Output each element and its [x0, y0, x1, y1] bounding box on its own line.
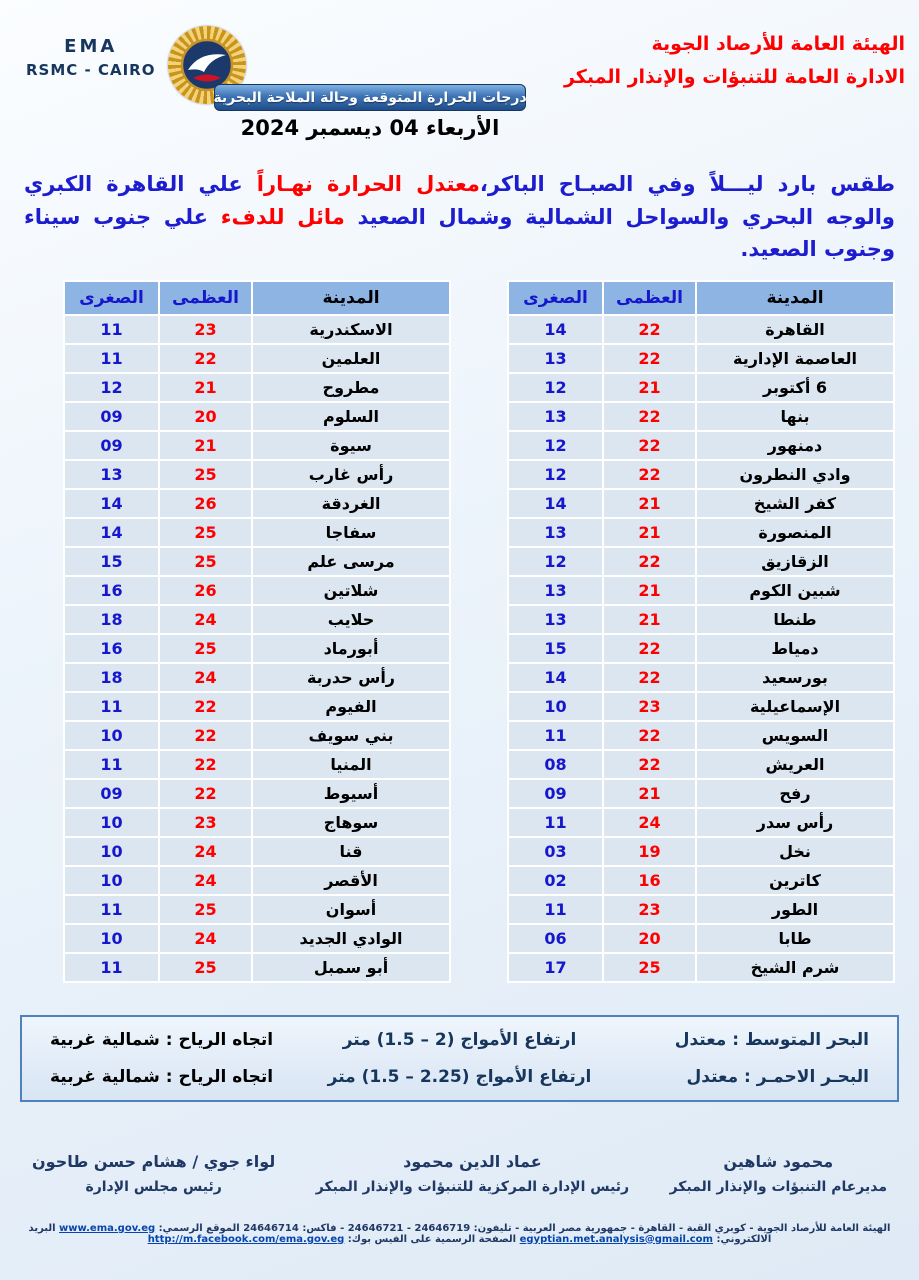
- table-row: [64, 605, 450, 634]
- table-row: [508, 721, 894, 750]
- table-row: [64, 808, 450, 837]
- city-cell: المنصورة: [696, 518, 894, 547]
- max-temp-cell: 21: [159, 431, 252, 460]
- table-header-row: [64, 281, 450, 315]
- table-row: [64, 518, 450, 547]
- max-temp-cell: 22: [603, 547, 696, 576]
- max-temp-cell: 25: [159, 895, 252, 924]
- min-temp-cell: 11: [64, 750, 159, 779]
- city-cell: حلايب: [252, 605, 450, 634]
- city-cell: رأس حدربة: [252, 663, 450, 692]
- min-temp-cell: 06: [508, 924, 603, 953]
- city-column-header: المدينة: [696, 281, 894, 315]
- min-temp-cell: 08: [508, 750, 603, 779]
- table-row: [508, 808, 894, 837]
- city-cell: بورسعيد: [696, 663, 894, 692]
- min-temp-cell: 10: [64, 866, 159, 895]
- table-row: [64, 460, 450, 489]
- marine-conditions-row: [50, 1067, 869, 1087]
- max-temp-cell: 23: [159, 315, 252, 344]
- min-temp-cell: 10: [64, 808, 159, 837]
- max-temp-cell: 25: [159, 518, 252, 547]
- footer-link[interactable]: http://m.facebook.com/ema.gov.eg: [147, 1233, 345, 1245]
- table-header-row: [508, 281, 894, 315]
- table-row: [64, 489, 450, 518]
- city-cell: كفر الشيخ: [696, 489, 894, 518]
- max-temp-cell: 21: [603, 779, 696, 808]
- min-temp-cell: 10: [64, 837, 159, 866]
- city-cell: العاصمة الإدارية: [696, 344, 894, 373]
- wave-height-unit: متر: [342, 1029, 377, 1050]
- min-temp-cell: 12: [508, 460, 603, 489]
- max-temp-cell: 22: [603, 750, 696, 779]
- signature-name: عماد الدين محمود: [403, 1151, 542, 1171]
- temperature-table-right: [507, 280, 895, 983]
- signature-block: [670, 1152, 887, 1195]
- min-temp-cell: 09: [64, 402, 159, 431]
- wave-height-text: ارتفاع الأمواج: [469, 1066, 592, 1087]
- table-row: [64, 663, 450, 692]
- city-cell: أبورماد: [252, 634, 450, 663]
- city-cell: رأس سدر: [696, 808, 894, 837]
- org-name-arabic: [564, 28, 905, 95]
- signature-title: رئيس مجلس الإدارة: [85, 1178, 222, 1195]
- max-temp-cell: 21: [603, 489, 696, 518]
- min-temp-cell: 10: [64, 721, 159, 750]
- signature-name: محمود شاهين: [723, 1151, 834, 1171]
- max-temp-cell: 22: [159, 721, 252, 750]
- signature-block: [316, 1152, 629, 1195]
- footer-text: الصفحة الرسمية على الفيس بوك:: [344, 1233, 520, 1245]
- max-temp-cell: 19: [603, 837, 696, 866]
- min-temp-cell: 03: [508, 837, 603, 866]
- city-cell: الزقازيق: [696, 547, 894, 576]
- table-row: [64, 721, 450, 750]
- min-temp-cell: 13: [508, 605, 603, 634]
- max-temp-cell: 25: [159, 547, 252, 576]
- temperature-table-left: [63, 280, 451, 983]
- min-temp-cell: 14: [64, 518, 159, 547]
- max-column-header: العظمى: [159, 281, 252, 315]
- table-row: [508, 634, 894, 663]
- min-temp-cell: 11: [508, 721, 603, 750]
- footer-link[interactable]: www.ema.gov.eg: [59, 1222, 156, 1234]
- table-row: [508, 924, 894, 953]
- min-column-header: الصغرى: [508, 281, 603, 315]
- city-cell: سوهاج: [252, 808, 450, 837]
- table-row: [64, 402, 450, 431]
- city-cell: الإسماعيلية: [696, 692, 894, 721]
- max-temp-cell: 22: [603, 634, 696, 663]
- min-temp-cell: 13: [508, 576, 603, 605]
- wind-direction-label: اتجاه الرياح : شمالية غربية: [50, 1066, 274, 1087]
- city-cell: الاسكندرية: [252, 315, 450, 344]
- city-cell: كاترين: [696, 866, 894, 895]
- max-temp-cell: 24: [159, 837, 252, 866]
- city-cell: العلمين: [252, 344, 450, 373]
- table-row: [508, 373, 894, 402]
- marine-navigation-box: [20, 1015, 899, 1102]
- min-temp-cell: 09: [64, 431, 159, 460]
- min-temp-cell: 09: [508, 779, 603, 808]
- city-cell: طابا: [696, 924, 894, 953]
- min-temp-cell: 15: [508, 634, 603, 663]
- city-cell: شبين الكوم: [696, 576, 894, 605]
- org-name-english: [26, 36, 155, 79]
- table-row: [64, 895, 450, 924]
- wave-height-label: [296, 1030, 624, 1050]
- min-temp-cell: 12: [64, 373, 159, 402]
- max-temp-cell: 25: [603, 953, 696, 982]
- max-column-header: العظمى: [603, 281, 696, 315]
- city-cell: الغردقة: [252, 489, 450, 518]
- max-temp-cell: 22: [603, 402, 696, 431]
- page-title-banner: درجات الحرارة المتوقعة وحالة الملاحة البحرية: [214, 84, 526, 111]
- min-temp-cell: 14: [508, 489, 603, 518]
- footer-link[interactable]: egyptian.met.analysis@gmail.com: [519, 1233, 713, 1245]
- min-column-header: الصغرى: [64, 281, 159, 315]
- wind-direction-label: اتجاه الرياح : شمالية غربية: [50, 1029, 274, 1050]
- city-cell: رفح: [696, 779, 894, 808]
- min-temp-cell: 13: [508, 402, 603, 431]
- min-temp-cell: 18: [64, 663, 159, 692]
- min-temp-cell: 11: [64, 895, 159, 924]
- table-row: [64, 431, 450, 460]
- forecast-summary-segment: طقس بارد ليـــلاً وفي الصبـاح الباكر،: [479, 172, 895, 196]
- max-temp-cell: 21: [159, 373, 252, 402]
- min-temp-cell: 09: [64, 779, 159, 808]
- wave-height-unit: متر: [327, 1066, 362, 1087]
- city-cell: سيوة: [252, 431, 450, 460]
- min-temp-cell: 10: [64, 924, 159, 953]
- city-cell: نخل: [696, 837, 894, 866]
- table-row: [508, 779, 894, 808]
- table-row: [64, 750, 450, 779]
- table-row: [64, 837, 450, 866]
- max-temp-cell: 25: [159, 634, 252, 663]
- min-temp-cell: 11: [64, 344, 159, 373]
- table-row: [508, 895, 894, 924]
- table-row: [64, 547, 450, 576]
- forecast-summary-segment: علي القاهرة الكبري والوجه البحري والسواحل الشمالية وشمال الصعيد: [24, 172, 895, 229]
- city-cell: العريش: [696, 750, 894, 779]
- min-temp-cell: 13: [508, 344, 603, 373]
- min-temp-cell: 12: [508, 431, 603, 460]
- signature-title: رئيس الإدارة المركزية للتنبؤات والإنذار المبكر: [315, 1178, 630, 1195]
- max-temp-cell: 22: [159, 750, 252, 779]
- footer-contact-line: [0, 1223, 919, 1245]
- city-cell: السلوم: [252, 402, 450, 431]
- city-cell: القاهرة: [696, 315, 894, 344]
- table-row: [508, 692, 894, 721]
- min-temp-cell: 17: [508, 953, 603, 982]
- city-cell: بنها: [696, 402, 894, 431]
- sea-state-label: البحر المتوسط : معتدل: [674, 1029, 869, 1050]
- table-row: [64, 866, 450, 895]
- max-temp-cell: 25: [159, 953, 252, 982]
- forecast-summary: [24, 168, 895, 266]
- city-cell: شلاتين: [252, 576, 450, 605]
- city-column-header: المدينة: [252, 281, 450, 315]
- header: [0, 0, 919, 152]
- org-ar-line1: الهيئة العامة للأرصاد الجوية: [651, 33, 905, 55]
- table-row: [64, 315, 450, 344]
- forecast-summary-segment: معتدل الحرارة نهـاراً: [242, 172, 480, 196]
- table-row: [508, 547, 894, 576]
- min-temp-cell: 11: [64, 315, 159, 344]
- city-cell: دمنهور: [696, 431, 894, 460]
- wave-height-range: (1.5 – 2.25): [361, 1066, 470, 1087]
- min-temp-cell: 13: [508, 518, 603, 547]
- signature-block: [32, 1152, 275, 1195]
- wave-height-range: (1.5 – 2): [376, 1029, 455, 1050]
- footer-text: الهيئة العامة للأرصاد الجوية - كوبري القبة - القاهرة - جمهورية مصر العربية - تليفون: 24646719 - 24646721 - فاكس: 24646714 الموقع الرسمي:: [155, 1222, 891, 1234]
- city-cell: أسوان: [252, 895, 450, 924]
- max-temp-cell: 24: [159, 866, 252, 895]
- max-temp-cell: 22: [159, 779, 252, 808]
- table-row: [508, 663, 894, 692]
- min-temp-cell: 11: [64, 953, 159, 982]
- max-temp-cell: 21: [603, 576, 696, 605]
- city-cell: دمياط: [696, 634, 894, 663]
- city-cell: مطروح: [252, 373, 450, 402]
- table-row: [508, 837, 894, 866]
- city-cell: المنيا: [252, 750, 450, 779]
- min-temp-cell: 14: [508, 315, 603, 344]
- max-temp-cell: 20: [603, 924, 696, 953]
- city-cell: السويس: [696, 721, 894, 750]
- table-row: [64, 924, 450, 953]
- table-row: [508, 518, 894, 547]
- min-temp-cell: 02: [508, 866, 603, 895]
- city-cell: أسيوط: [252, 779, 450, 808]
- org-ar-line2: الادارة العامة للتنبؤات والإنذار المبكر: [563, 66, 905, 89]
- max-temp-cell: 21: [603, 373, 696, 402]
- max-temp-cell: 22: [603, 431, 696, 460]
- min-temp-cell: 11: [508, 895, 603, 924]
- wave-height-label: [296, 1067, 624, 1087]
- min-temp-cell: 12: [508, 373, 603, 402]
- min-temp-cell: 16: [64, 634, 159, 663]
- table-row: [64, 634, 450, 663]
- city-cell: الفيوم: [252, 692, 450, 721]
- city-cell: بني سويف: [252, 721, 450, 750]
- wave-height-text: ارتفاع الأمواج: [454, 1029, 577, 1050]
- city-cell: قنا: [252, 837, 450, 866]
- max-temp-cell: 22: [603, 315, 696, 344]
- table-row: [508, 953, 894, 982]
- max-temp-cell: 21: [603, 605, 696, 634]
- max-temp-cell: 22: [603, 460, 696, 489]
- org-abbrev-ema: EMA: [64, 36, 118, 57]
- table-row: [64, 779, 450, 808]
- table-row: [508, 605, 894, 634]
- max-temp-cell: 24: [159, 924, 252, 953]
- forecast-summary-segment: مائل للدفء: [208, 204, 345, 229]
- table-row: [508, 750, 894, 779]
- table-row: [508, 402, 894, 431]
- city-cell: مرسى علم: [252, 547, 450, 576]
- marine-conditions-row: [50, 1030, 869, 1050]
- table-row: [508, 315, 894, 344]
- city-cell: الطور: [696, 895, 894, 924]
- rsmc-cairo-label: RSMC - CAIRO: [26, 61, 156, 79]
- max-temp-cell: 23: [603, 692, 696, 721]
- city-cell: رأس غارب: [252, 460, 450, 489]
- sea-state-label: البحـر الاحمـر : معتدل: [686, 1066, 869, 1087]
- temperature-tables: [0, 280, 919, 983]
- min-temp-cell: 11: [508, 808, 603, 837]
- max-temp-cell: 23: [159, 808, 252, 837]
- signature-name: لواء جوي / هشام حسن طاحون: [32, 1151, 276, 1171]
- table-row: [508, 489, 894, 518]
- min-temp-cell: 10: [508, 692, 603, 721]
- max-temp-cell: 26: [159, 489, 252, 518]
- max-temp-cell: 22: [603, 663, 696, 692]
- max-temp-cell: 20: [159, 402, 252, 431]
- signature-title: مديرعام التنبؤات والإنذار المبكر: [669, 1178, 887, 1195]
- table-row: [508, 460, 894, 489]
- table-row: [508, 344, 894, 373]
- table-row: [64, 692, 450, 721]
- max-temp-cell: 22: [159, 344, 252, 373]
- max-temp-cell: 22: [159, 692, 252, 721]
- min-temp-cell: 14: [508, 663, 603, 692]
- max-temp-cell: 26: [159, 576, 252, 605]
- min-temp-cell: 18: [64, 605, 159, 634]
- table-row: [64, 373, 450, 402]
- signatures: [32, 1152, 887, 1195]
- city-cell: شرم الشيخ: [696, 953, 894, 982]
- min-temp-cell: 16: [64, 576, 159, 605]
- city-cell: وادي النطرون: [696, 460, 894, 489]
- city-cell: 6 أكتوبر: [696, 373, 894, 402]
- city-cell: طنطا: [696, 605, 894, 634]
- min-temp-cell: 15: [64, 547, 159, 576]
- city-cell: سفاجا: [252, 518, 450, 547]
- city-cell: الأقصر: [252, 866, 450, 895]
- table-row: [508, 431, 894, 460]
- max-temp-cell: 24: [159, 605, 252, 634]
- max-temp-cell: 16: [603, 866, 696, 895]
- forecast-summary-segment: علي جنوب سيناء وجنوب الصعيد.: [24, 204, 895, 262]
- max-temp-cell: 22: [603, 344, 696, 373]
- table-row: [64, 953, 450, 982]
- min-temp-cell: 12: [508, 547, 603, 576]
- max-temp-cell: 23: [603, 895, 696, 924]
- city-cell: أبو سمبل: [252, 953, 450, 982]
- table-row: [64, 344, 450, 373]
- max-temp-cell: 24: [159, 663, 252, 692]
- footer-text: البريد الالكتروني:: [28, 1222, 772, 1245]
- date-line: الأربعاء 04 ديسمبر 2024: [240, 116, 500, 140]
- min-temp-cell: 11: [64, 692, 159, 721]
- max-temp-cell: 22: [603, 721, 696, 750]
- city-cell: الوادي الجديد: [252, 924, 450, 953]
- table-row: [508, 576, 894, 605]
- min-temp-cell: 14: [64, 489, 159, 518]
- max-temp-cell: 24: [603, 808, 696, 837]
- min-temp-cell: 13: [64, 460, 159, 489]
- table-row: [64, 576, 450, 605]
- max-temp-cell: 21: [603, 518, 696, 547]
- table-row: [508, 866, 894, 895]
- max-temp-cell: 25: [159, 460, 252, 489]
